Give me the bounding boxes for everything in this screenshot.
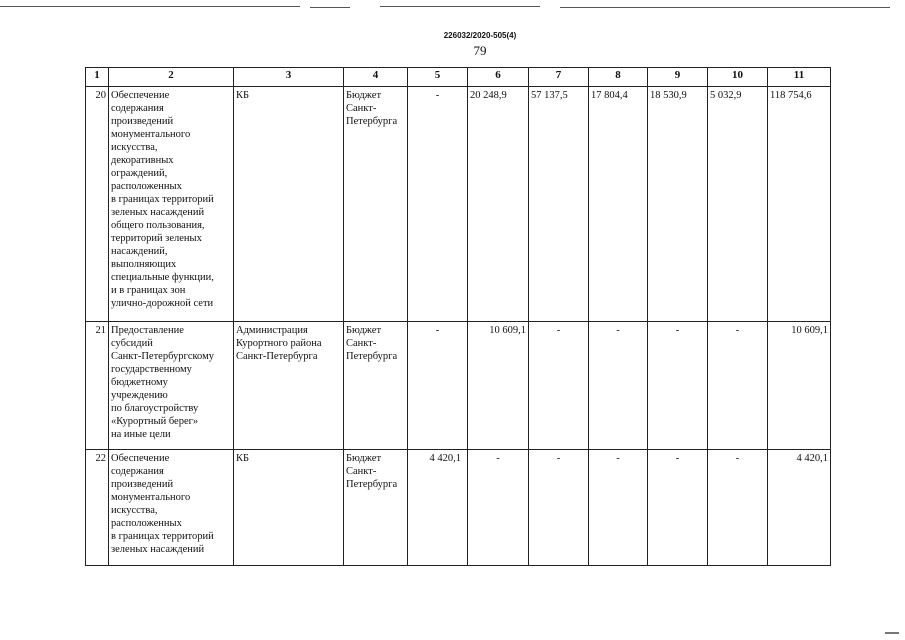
value-col-11: 118 754,6: [768, 87, 831, 322]
column-header: 1: [86, 68, 109, 87]
column-header: 7: [529, 68, 589, 87]
document-code: 226032/2020-505(4): [443, 31, 517, 40]
executor: КБ: [234, 450, 344, 566]
value-col-7: -: [529, 450, 589, 566]
value-col-9: -: [648, 450, 708, 566]
column-header: 5: [408, 68, 468, 87]
executor: Администрация Курортного района Санкт-Петербурга: [234, 322, 344, 450]
column-header: 11: [768, 68, 831, 87]
page-number: 79: [473, 43, 487, 58]
table-row: [86, 87, 831, 322]
column-header: 8: [589, 68, 648, 87]
table-row: [86, 450, 831, 566]
value-col-7: -: [529, 322, 589, 450]
value-col-6: -: [468, 450, 529, 566]
row-number: 21: [86, 322, 109, 450]
value-col-8: 17 804,4: [589, 87, 648, 322]
value-col-10: 5 032,9: [708, 87, 768, 322]
column-header: 9: [648, 68, 708, 87]
row-number: 22: [86, 450, 109, 566]
column-header: 10: [708, 68, 768, 87]
value-col-9: -: [648, 322, 708, 450]
value-col-8: -: [589, 322, 648, 450]
budget-table: [85, 67, 831, 566]
funding-source: Бюджет Санкт- Петербурга: [344, 450, 408, 566]
activity-description: Предоставление субсидий Санкт-Петербургскому государственному бюджетному учреждению по благоустройству «Курортный берег» на иные цели: [109, 322, 234, 450]
funding-source: Бюджет Санкт- Петербурга: [344, 87, 408, 322]
row-number: 20: [86, 87, 109, 322]
activity-description: Обеспечение содержания произведений монументального искусства, декоративных ограждений, расположенных в границах территорий зеленых насаждений общего пользования, территорий зеленых насаждений, выполняющих специальные функции, и в границах зон улично-дорожной сети: [109, 87, 234, 322]
value-col-6: 10 609,1: [468, 322, 529, 450]
column-header: 3: [234, 68, 344, 87]
value-col-5: -: [408, 322, 468, 450]
value-col-9: 18 530,9: [648, 87, 708, 322]
value-col-11: 4 420,1: [768, 450, 831, 566]
value-col-10: -: [708, 322, 768, 450]
executor: КБ: [234, 87, 344, 322]
funding-source: Бюджет Санкт- Петербурга: [344, 322, 408, 450]
value-col-8: -: [589, 450, 648, 566]
activity-description: Обеспечение содержания произведений монументального искусства, расположенных в границах территорий зеленых насаждений: [109, 450, 234, 566]
value-col-5: 4 420,1: [408, 450, 468, 566]
column-header: 2: [109, 68, 234, 87]
value-col-11: 10 609,1: [768, 322, 831, 450]
value-col-5: -: [408, 87, 468, 322]
value-col-6: 20 248,9: [468, 87, 529, 322]
value-col-7: 57 137,5: [529, 87, 589, 322]
scan-artifact-top: [0, 6, 905, 12]
scan-artifact-corner: [885, 632, 899, 634]
table-row: [86, 322, 831, 450]
column-header-row: [86, 68, 831, 87]
value-col-10: -: [708, 450, 768, 566]
column-header: 6: [468, 68, 529, 87]
column-header: 4: [344, 68, 408, 87]
